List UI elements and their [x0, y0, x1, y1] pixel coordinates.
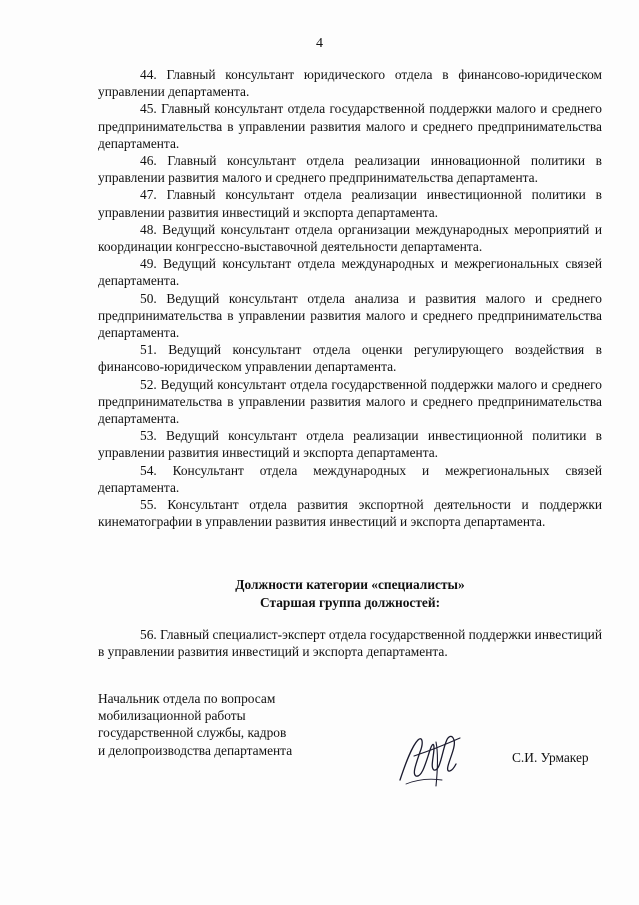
- signer-name: С.И. Урмакер: [512, 750, 589, 765]
- list-item: 52. Ведущий консультант отдела государственной поддержки малого и среднего предпринимательства в управлении развития малого и среднего предпринимательства департамента.: [98, 376, 602, 427]
- signer-position-line: государственной службы, кадров: [98, 725, 287, 741]
- category-heading: [98, 576, 602, 612]
- page-number: 4: [316, 36, 323, 51]
- list-item: 44. Главный консультант юридического отдела в финансово-юридическом управлении департамента.: [98, 67, 602, 100]
- list-item: 45. Главный консультант отдела государственной поддержки малого и среднего предпринимательства в управлении развития малого и среднего предпринимательства департамента.: [98, 101, 602, 151]
- list-item: 48. Ведущий консультант отдела организации международных мероприятий и координации конгрессно-выставочной деятельности департамента.: [98, 221, 602, 255]
- signer-position-line: мобилизационной работы: [98, 708, 246, 724]
- list-item: 53. Ведущий консультант отдела реализации инвестиционной политики в управлении развития инвестиций и экспорта департамента.: [98, 428, 602, 461]
- signer-position-line: Начальник отдела по вопросам: [98, 691, 276, 706]
- signer-position-line: и делопроизводства департамента: [98, 742, 293, 758]
- list-item: 56. Главный специалист-эксперт отдела государственной поддержки инвестиций в управлении развития инвестиций и экспорта департамента.: [98, 627, 602, 660]
- list-item: 47. Главный консультант отдела реализации инвестиционной политики в управлении развития инвестиций и экспорта департамента.: [98, 187, 602, 220]
- list-item: 55. Консультант отдела развития экспортной деятельности и поддержки кинематографии в управлении развития инвестиций и экспорта департамента.: [98, 497, 602, 530]
- category-subtitle: Старшая группа должностей:: [259, 595, 441, 610]
- list-item: 54. Консультант отдела международных и межрегиональных связей департамента.: [98, 462, 602, 495]
- positions-list: [98, 66, 602, 530]
- list-item: 51. Ведущий консультант отдела оценки регулирующего воздействия в финансово-юридическом управлении департамента.: [98, 342, 602, 375]
- signer-position: [98, 690, 292, 759]
- list-item: 50. Ведущий консультант отдела анализа и развития малого и среднего предпринимательства в управлении развития малого и среднего предпринимательства департамента.: [98, 290, 602, 341]
- handwritten-signature: [392, 722, 472, 792]
- list-item: 46. Главный консультант отдела реализации инновационной политики в управлении развития малого и среднего предпринимательства департамента.: [98, 153, 602, 186]
- category-title: Должности категории «специалисты»: [235, 577, 465, 592]
- list-item: 49. Ведущий консультант отдела международных и межрегиональных связей департамента.: [98, 256, 602, 289]
